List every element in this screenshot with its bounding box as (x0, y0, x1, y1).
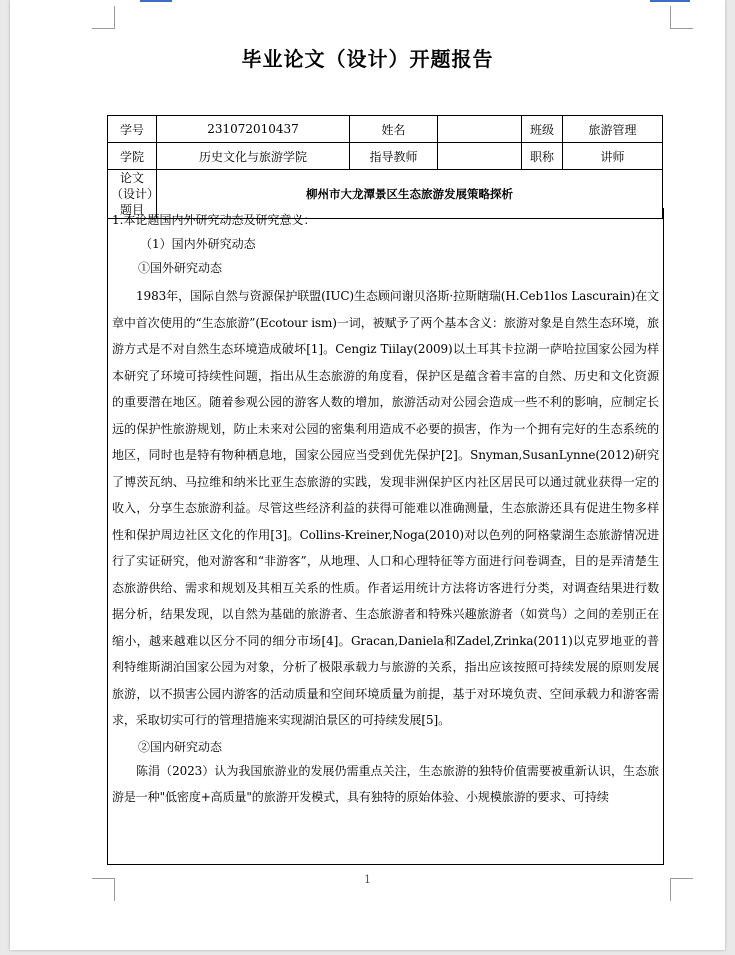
toolbar-remnant (10, 0, 725, 6)
crop-mark-top-left (92, 6, 115, 29)
foreign-research-heading: ①国外研究动态 (138, 261, 223, 275)
title-rank-label: 职称 (522, 143, 563, 170)
class-value[interactable]: 旅游管理 (563, 116, 663, 143)
student-id-value[interactable]: 231072010437 (157, 116, 350, 143)
table-row (108, 116, 663, 143)
title-rank-value[interactable]: 讲师 (563, 143, 663, 170)
document-page (10, 0, 725, 950)
name-value[interactable] (438, 116, 522, 143)
foreign-research-paragraph[interactable]: 1983年，国际自然与资源保护联盟(IUC)生态顾问谢贝洛斯·拉斯瞎瑞(H.Ceb1los Lascurain)在文章中首次使用的“生态旅游”(Ecotour ism)一词，被赋予了两个基本含义：旅游对象是自然生态环境，旅游方式是不对自然生态环境造成破坏[1]。Cengiz Tiilay(2009)以土耳其卡拉湖一萨哈拉国家公园为样本研究了环境可持续性问题，指出从生态旅游的角度看，保护区是蕴含着丰富的自然、历史和文化资源的重要潜在地区。随着参观公园的游客人数的增加，旅游活动对公园会造成一些不利的影响，应制定长远的保护性旅游规划，防止未来对公园的密集利用造成不必要的损害，作为一个拥有完好的生态系统的地区，同时也是特有物种栖息地，国家公园应当受到优先保护[2]。Snyman,SusanLynne(2012)研究了博茨瓦纳、马拉维和纳米比亚生态旅游的实践，发现非洲保护区内社区居民可以通过就业获得一定的收入，分享生态旅游利益。尽管这些经济利益的获得可能难以准确测量，生态旅游还具有促进生物多样性和保护周边社区文化的作用[3]。Collins-Kreiner,Noga(2010)对以色列的阿格蒙湖生态旅游情况进行了实证研究，他对游客和“非游客”，从地理、人口和心理特征等方面进行问卷调查，目的是弄清楚生态旅游供给、需求和规划及其相互关系的性质。作者运用统计方法将访客进行分类，对调查结果进行数据分析，结果发现，以自然为基础的旅游者、生态旅游者和特殊兴趣旅游者（如赏鸟）之间的差别正在缩小，越来越难以区分不同的细分市场[4]。Gracan,Daniela和Zadel,Zrinka(2011)以克罗地亚的普利特维斯湖泊国家公园为对象，分析了极限承载力与旅游的关系，指出应该按照可持续发展的原则发展旅游，以不损害公园内游客的活动质量和空间环境质量为前提，基于对环境负责、空间承载力和游客需求，采取切实可行的管理措施来实现湖泊景区的可持续发展[5]。 (112, 289, 659, 727)
table-row (108, 143, 663, 170)
info-table (107, 115, 663, 219)
advisor-value[interactable] (438, 143, 522, 170)
section-heading: 1.本论题国内外研究动态及研究意义： (112, 213, 316, 227)
crop-mark-top-right (670, 6, 693, 29)
content-box (107, 208, 664, 865)
domestic-research-paragraph[interactable]: 陈涓（2023）认为我国旅游业的发展仍需重点关注，生态旅游的独特价值需要被重新认识，生态旅游是一种"低密度+高质量"的旅游开发模式，具有独特的原始体验、小规模旅游的要求、可持续 (112, 763, 659, 804)
topic-value[interactable]: 柳州市大龙潭景区生态旅游发展策略探析 (157, 170, 663, 219)
domestic-research-heading: ②国内研究动态 (138, 739, 223, 754)
college-value[interactable]: 历史文化与旅游学院 (157, 143, 350, 170)
document-title: 毕业论文（设计）开题报告 (241, 47, 494, 71)
class-label: 班级 (522, 116, 563, 143)
page-number: 1 (364, 873, 371, 886)
topic-label: 论文（设计）题目 (108, 170, 157, 219)
advisor-label: 指导教师 (350, 143, 438, 170)
subheading: （1）国内外研究动态 (140, 237, 256, 251)
student-id-label: 学号 (108, 116, 157, 143)
college-label: 学院 (108, 143, 157, 170)
name-label: 姓名 (350, 116, 438, 143)
